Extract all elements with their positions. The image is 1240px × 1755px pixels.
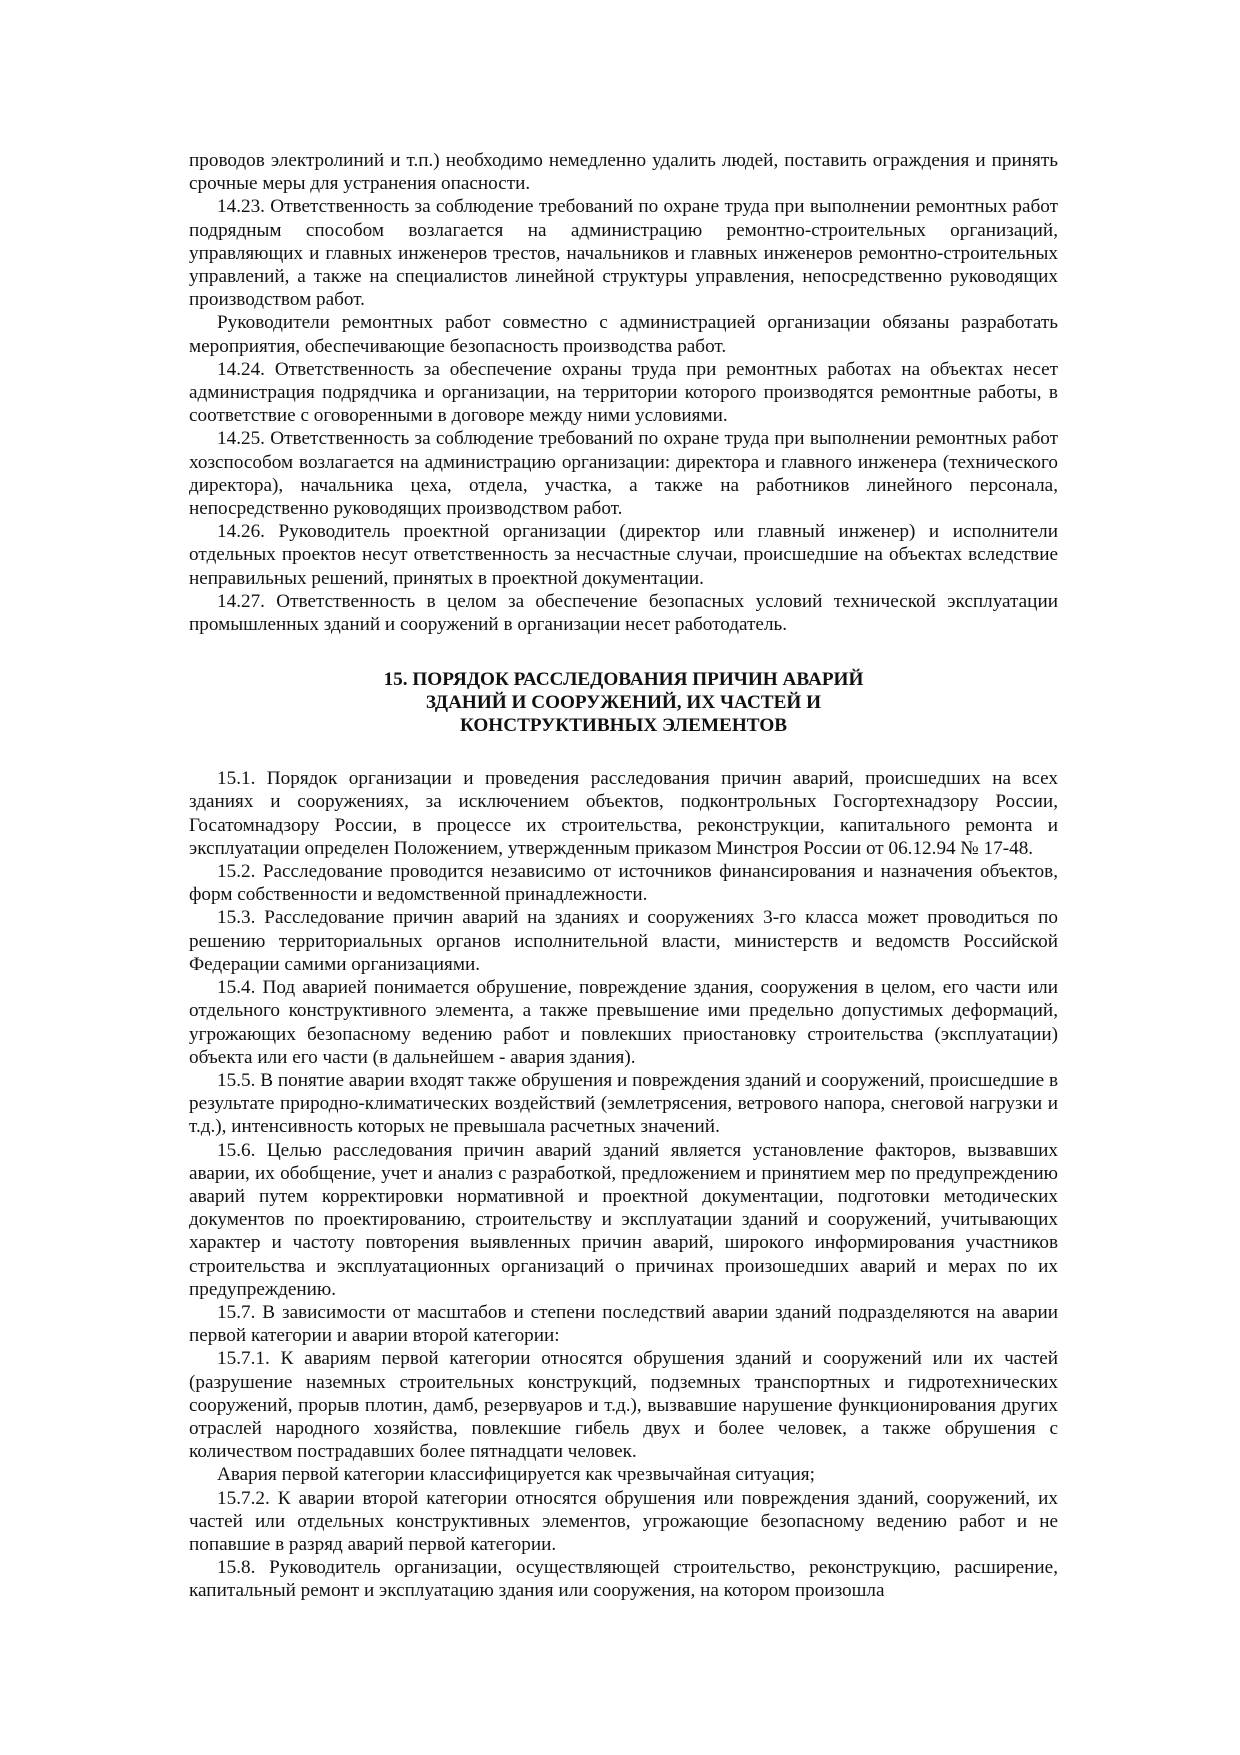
paragraph-15-4: 15.4. Под аварией понимается обрушение, повреждение здания, сооружения в целом, его части или отдельного конструктивного элемента, а также превышение ими предельно допустимых деформаций, угрожающих безопасному ведению работ и повлекших приостановку строительства (эксплуатации) объекта или его части (в дальнейшем - авария здания).	[189, 977, 1058, 1068]
paragraph-14-27: 14.27. Ответственность в целом за обеспечение безопасных условий технической эксплуатации промышленных зданий и сооружений в организации несет работодатель.	[189, 590, 1058, 636]
paragraph-15-3: 15.3. Расследование причин аварий на зданиях и сооружениях 3-го класса может проводиться по решению территориальных органов исполнительной власти, министерств и ведомств Российской Федерации самими организациями.	[189, 907, 1058, 975]
paragraph-15-6: 15.6. Целью расследования причин аварий зданий является установление факторов, вызвавших аварии, их обобщение, учет и анализ с разработкой, предложением и принятием мер по предупреждению аварий путем корректировки нормативной и проектной документации, подготовки методических документов по проектированию, строительству и эксплуатации зданий и сооружений, учитывающих характер и частоту повторения выявленных причин аварий, широкого информирования участников строительства и эксплуатационных организаций о причинах произошедших аварий и мерах по их предупреждению.	[189, 1139, 1058, 1300]
paragraph-15-7-2: 15.7.2. К аварии второй категории относятся обрушения или повреждения зданий, сооружений, их частей или отдельных конструктивных элементов, угрожающие безопасному ведению работ и не попавшие в разряд аварий первой категории.	[189, 1487, 1058, 1555]
section-15-heading	[189, 668, 1058, 737]
paragraph-15-7-1: 15.7.1. К авариям первой категории относятся обрушения зданий и сооружений или их частей (разрушение наземных строительных конструкций, подземных транспортных и гидротехнических сооружений, прорыв плотин, дамб, резервуаров и т.д.), вызвавшие нарушение функционирования других отраслей народного хозяйства, повлекшие гибель двух и более человек, а также обрушения с количеством пострадавших более пятнадцати человек.	[189, 1348, 1058, 1463]
paragraphs-before-section	[189, 149, 1058, 636]
section-heading-line-1: 15. ПОРЯДОК РАССЛЕДОВАНИЯ ПРИЧИН АВАРИЙ	[383, 669, 864, 691]
paragraph-continuation: проводов электролиний и т.п.) необходимо немедленно удалить людей, поставить ограждения и принять срочные меры для устранения опасности.	[189, 150, 1058, 195]
paragraph-14-23-supervisors: Руководители ремонтных работ совместно с администрацией организации обязаны разработать мероприятия, обеспечивающие безопасность производства работ.	[189, 312, 1058, 357]
paragraph-14-23: 14.23. Ответственность за соблюдение требований по охране труда при выполнении ремонтных работ подрядным способом возлагается на администрацию ремонтно-строительных организаций, управляющих и главных инженеров трестов, начальников и главных инженеров ремонтно-строительных управлений, а также на специалистов линейной структуры управления, непосредственно руководящих производством работ.	[189, 196, 1058, 311]
section-heading-line-2: ЗДАНИЙ И СООРУЖЕНИЙ, ИХ ЧАСТЕЙ И	[425, 692, 822, 714]
paragraph-first-category-note: Авария первой категории классифицируется как чрезвычайная ситуация;	[217, 1464, 815, 1486]
paragraph-14-24: 14.24. Ответственность за обеспечение охраны труда при ремонтных работах на объектах несет администрация подрядчика и организации, на территории которого производятся ремонтные работы, в соответствие с оговоренными в договоре между ними условиями.	[189, 358, 1058, 427]
paragraph-15-1: 15.1. Порядок организации и проведения расследования причин аварий, происшедших на всех зданиях и сооружениях, за исключением объектов, подконтрольных Госгортехнадзору России, Госатомнадзору России, в процессе их строительства, реконструкции, капитального ремонта и эксплуатации определен Положением, утвержденным приказом Минстроя России от 06.12.94 № 17-48.	[189, 768, 1058, 859]
paragraph-14-25: 14.25. Ответственность за соблюдение требований по охране труда при выполнении ремонтных работ хозспособом возлагается на администрацию организации: директора и главного инженера (технического директора), начальника цеха, отдела, участка, а также на работников линейного персонала, непосредственно руководящих производством работ.	[189, 428, 1058, 520]
document-page	[189, 149, 1058, 1603]
paragraphs-after-section	[189, 767, 1058, 1602]
paragraph-15-5: 15.5. В понятие аварии входят также обрушения и повреждения зданий и сооружений, происшедшие в результате природно-климатических воздействий (землетрясения, ветрового напора, снеговой нагрузки и т.д.), интенсивность которых не превышала расчетных значений.	[189, 1069, 1058, 1138]
paragraph-15-2: 15.2. Расследование проводится независимо от источников финансирования и назначения объектов, форм собственности и ведомственной принадлежности.	[189, 861, 1058, 906]
paragraph-15-8: 15.8. Руководитель организации, осуществляющей строительство, реконструкцию, расширение, капитальный ремонт и эксплуатацию здания или сооружения, на котором произошла	[189, 1557, 1058, 1602]
paragraph-15-7: 15.7. В зависимости от масштабов и степени последствий аварии зданий подразделяются на аварии первой категории и аварии второй категории:	[189, 1301, 1058, 1347]
paragraph-14-26: 14.26. Руководитель проектной организации (директор или главный инженер) и исполнители отдельных проектов несут ответственность за несчастные случаи, происшедшие на объектах вследствие неправильных решений, принятых в проектной документации.	[189, 521, 1058, 589]
section-heading-line-3: КОНСТРУКТИВНЫХ ЭЛЕМЕНТОВ	[459, 715, 788, 737]
